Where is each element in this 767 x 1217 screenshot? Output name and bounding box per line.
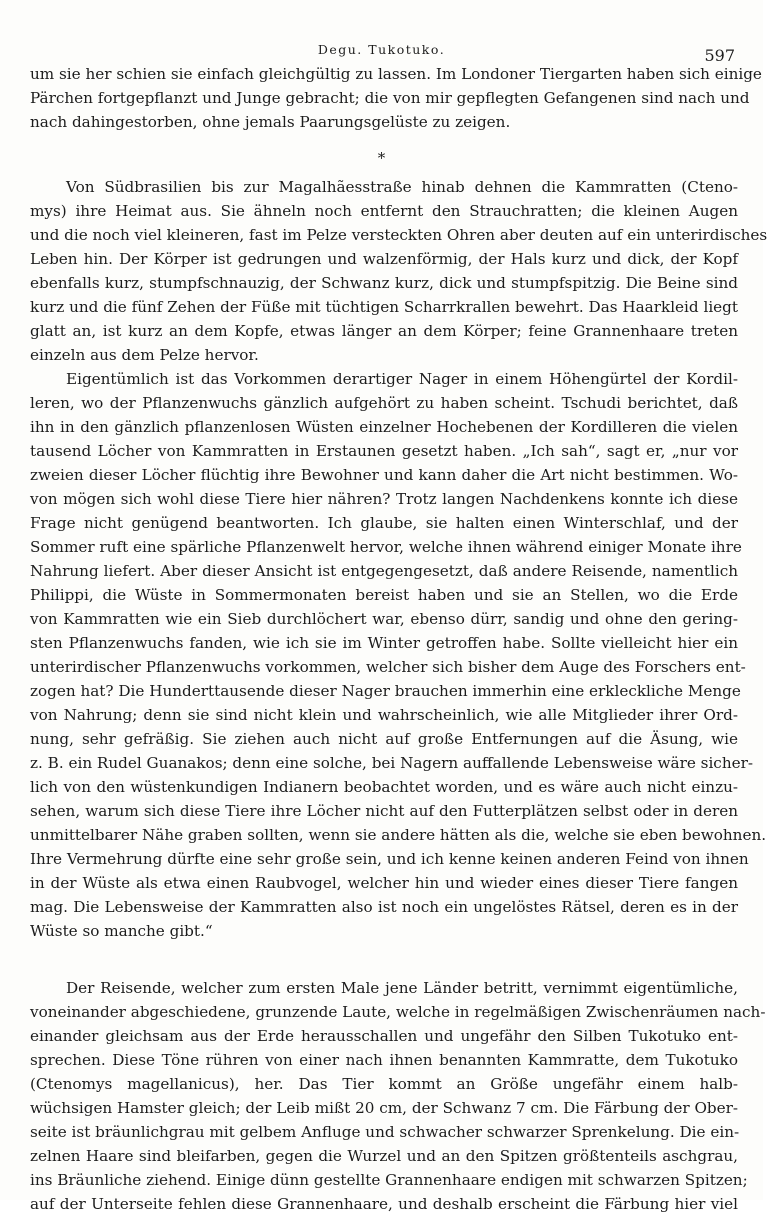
text-line: zogen hat? Die Hunderttausende dieser Nager brauchen immerhin eine erkleckliche Menge xyxy=(30,682,741,700)
text-line: lich von den wüstenkundigen Indianern beobachtet worden, und es wäre auch nicht einzu- xyxy=(30,778,738,796)
text-line: tausend Löcher von Kammratten in Erstaunen gesetzt haben. „Ich sah“, sagt er, „nur vor xyxy=(30,442,738,460)
text-line: Nahrung liefert. Aber dieser Ansicht ist entgegengesetzt, daß andere Reisende, namentlich xyxy=(30,562,738,580)
text-line: Pärchen fortgepflanzt und Junge gebracht; die von mir gepflegten Gefangenen sind nach und xyxy=(30,89,750,107)
text-line: Von Südbrasilien bis zur Magalhãesstraße hinab dehnen die Kammratten (Cteno- xyxy=(66,178,738,196)
text-line: Frage nicht genügend beantworten. Ich glaube, sie halten einen Winterschlaf, und der xyxy=(30,514,738,532)
text-line: seite ist bräunlichgrau mit gelbem Anfluge und schwacher schwarzer Sprenkelung. Die ein- xyxy=(30,1123,740,1141)
text-line: ins Bräunliche ziehend. Einige dünn gestellte Grannenhaare endigen mit schwarzen Spitzen; xyxy=(30,1171,748,1189)
text-line: einzeln aus dem Pelze hervor. xyxy=(30,346,259,364)
text-line: von Kammratten wie ein Sieb durchlöchert war, ebenso dürr, sandig und ohne den gering- xyxy=(30,610,738,628)
text-line: Eigentümlich ist das Vorkommen derartiger Nager in einem Höhengürtel der Kordil- xyxy=(66,370,738,388)
text-line: von mögen sich wohl diese Tiere hier nähren? Trotz langen Nachdenkens konnte ich diese xyxy=(30,490,738,508)
text-line: zelnen Haare sind bleifarben, gegen die Wurzel und an den Spitzen größtenteils aschgrau, xyxy=(30,1147,738,1165)
text-line: voneinander abgeschiedene, grunzende Laute, welche in regelmäßigen Zwischenräumen nach- xyxy=(30,1003,766,1021)
text-line: Leben hin. Der Körper ist gedrungen und walzenförmig, der Hals kurz und dick, der Kopf xyxy=(30,250,738,268)
section-separator: * xyxy=(377,149,386,167)
text-line: sten Pflanzenwuchs fanden, wie ich sie im Winter getroffen habe. Sollte vielleicht hier ein xyxy=(30,634,738,652)
text-line: Sommer ruft eine spärliche Pflanzenwelt hervor, welche ihnen während einiger Monate ihre xyxy=(30,538,742,556)
text-line: (Ctenomys magellanicus), her. Das Tier kommt an Größe ungefähr einem halb- xyxy=(30,1075,738,1093)
text-line: nung, sehr gefräßig. Sie ziehen auch nicht auf große Entfernungen auf die Äsung, wie xyxy=(30,730,738,748)
text-line: um sie her schien sie einfach gleichgültig zu lassen. Im Londoner Tiergarten haben sich einige xyxy=(30,65,762,83)
text-line: unterirdischer Pflanzenwuchs vorkommen, welcher sich bisher dem Auge des Forschers ent- xyxy=(30,658,746,676)
text-line: Philippi, die Wüste in Sommermonaten bereist haben und sie an Stellen, wo die Erde xyxy=(30,586,738,604)
text-line: leren, wo der Pflanzenwuchs gänzlich aufgehört zu haben scheint. Tschudi berichtet, daß xyxy=(30,394,738,412)
running-title: Degu. Tukotuko. xyxy=(317,42,446,57)
text-line: glatt an, ist kurz an dem Kopfe, etwas länger an dem Körper; feine Grannenhaare treten xyxy=(30,322,738,340)
text-line: wüchsigen Hamster gleich; der Leib mißt 20 cm, der Schwanz 7 cm. Die Färbung der Ober- xyxy=(30,1099,738,1117)
text-line: einander gleichsam aus der Erde herausschallen und ungefähr den Silben Tukotuko ent- xyxy=(30,1027,738,1045)
text-line: mys) ihre Heimat aus. Sie ähneln noch entfernt den Strauchratten; die kleinen Augen xyxy=(30,202,738,220)
text-line: Der Reisende, welcher zum ersten Male jene Länder betritt, vernimmt eigentümliche, xyxy=(66,979,738,997)
text-line: nach dahingestorben, ohne jemals Paarungsgelüste zu zeigen. xyxy=(30,113,511,131)
text-line: ebenfalls kurz, stumpfschnauzig, der Schwanz kurz, dick und stumpfspitzig. Die Beine sind xyxy=(30,274,738,292)
text-line: auf der Unterseite fehlen diese Grannenhaare, und deshalb erscheint die Färbung hier viel xyxy=(30,1195,738,1213)
text-line: kurz und die fünf Zehen der Füße mit tüchtigen Scharrkrallen bewehrt. Das Haarkleid liegt xyxy=(30,298,738,316)
text-line: in der Wüste als etwa einen Raubvogel, welcher hin und wieder eines dieser Tiere fangen xyxy=(30,874,738,892)
text-line: unmittelbarer Nähe graben sollten, wenn sie andere hätten als die, welche sie eben bewohnen. xyxy=(30,826,767,844)
page-number: 597 xyxy=(704,46,735,65)
text-line: und die noch viel kleineren, fast im Pelze versteckten Ohren aber deuten auf ein unterirdisches xyxy=(30,226,767,244)
text-line: z. B. ein Rudel Guanakos; denn eine solche, bei Nagern auffallende Lebensweise wäre sicher- xyxy=(30,754,753,772)
text-line: sprechen. Diese Töne rühren von einer nach ihnen benannten Kammratte, dem Tukotuko xyxy=(30,1051,738,1069)
text-line: von Nahrung; denn sie sind nicht klein und wahrscheinlich, wie alle Mitglieder ihrer Ord- xyxy=(30,706,738,724)
text-line: Ihre Vermehrung dürfte eine sehr große sein, und ich kenne keinen anderen Feind von ihnen xyxy=(30,850,749,868)
text-line: sehen, warum sich diese Tiere ihre Löcher nicht auf den Futterplätzen selbst oder in deren xyxy=(30,802,738,820)
text-line: Wüste so manche gibt.“ xyxy=(30,922,213,940)
text-line: zweien dieser Löcher flüchtig ihre Bewohner und kann daher die Art nicht bestimmen. Wo- xyxy=(30,466,738,484)
text-line: mag. Die Lebensweise der Kammratten also ist noch ein ungelöstes Rätsel, deren es in der xyxy=(30,898,738,916)
text-line: ihn in den gänzlich pflanzenlosen Wüsten einzelner Hochebenen der Kordilleren die vielen xyxy=(30,418,738,436)
